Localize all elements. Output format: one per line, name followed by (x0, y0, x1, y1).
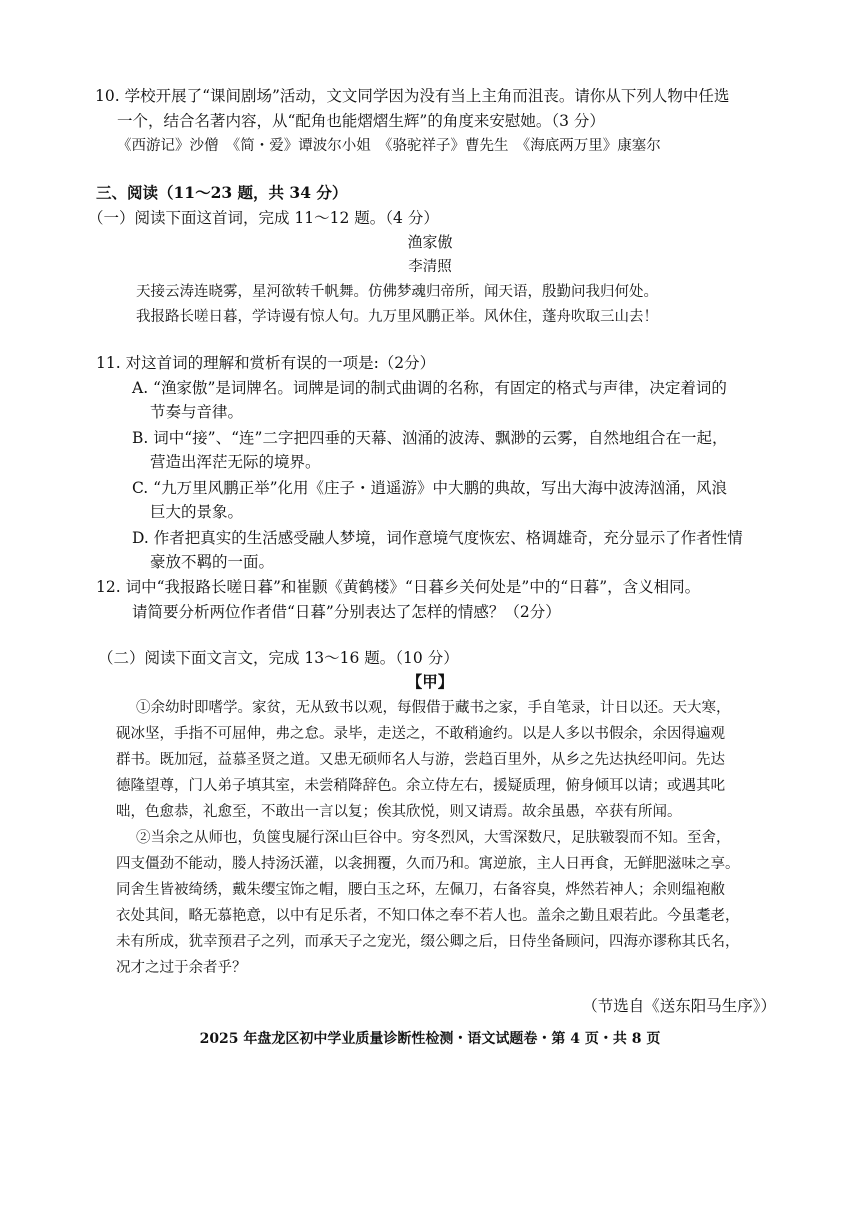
passage-p1-line-5: 咄，色愈恭，礼愈至，不敢出一言以复；俟其欣悦，则又请焉。故余虽愚，卒获有所闻。 (116, 804, 682, 820)
poem-line-1: 天接云涛连晓雾，星河欲转千帆舞。仿佛梦魂归帝所，闻天语，殷勤问我归何处。 (136, 284, 658, 300)
q12-line-1: 12. 词中“我报路长嗟日暮”和崔颢《黄鹤楼》“日暮乡关何处是”中的“日暮”，含义相同。 (96, 578, 701, 596)
q12-line-2: 请简要分析两位作者借“日暮”分别表达了怎样的情感？（2分） (132, 603, 561, 621)
poem-author: 李清照 (408, 259, 452, 275)
q10-options: 《西游记》沙僧 《简・爱》谭波尔小姐 《骆驼祥子》曹先生 《海底两万里》康塞尔 (117, 138, 661, 154)
poem-line-2: 我报路长嗟日暮，学诗谩有惊人句。九万里风鹏正举。风休住，蓬舟吹取三山去！ (136, 309, 658, 325)
passage-p2-line-1: ②当余之从师也，负箧曳屣行深山巨谷中。穷冬烈风，大雪深数尺，足肤皲裂而不知。至舍， (136, 830, 731, 846)
q11-option-b: B. 词中“接”、“连”二字把四垂的天幕、汹涌的波涛、飘渺的云雾，自然地组合在一起， (132, 429, 728, 447)
q10-line-1: 10. 学校开展了“课间剧场”活动，文文同学因为没有当上主角而沮丧。请你从下列人物中任选 (95, 87, 730, 105)
passage-p2-line-2: 四支僵劲不能动，媵人持汤沃灌，以衾拥覆，久而乃和。寓逆旅，主人日再食，无鲜肥滋味之享。 (116, 856, 740, 872)
passage-p2-line-6: 况才之过于余者乎？ (116, 960, 247, 976)
q11-option-a: A. “渔家傲”是词牌名。词牌是词的制式曲调的名称，有固定的格式与声律，决定着词的 (132, 379, 727, 397)
q11-stem: 11. 对这首词的理解和赏析有误的一项是:（2分） (96, 354, 436, 372)
passage-p1-line-4: 德隆望尊，门人弟子填其室，未尝稍降辞色。余立侍左右，援疑质理，俯身倾耳以请；或遇其叱 (116, 778, 725, 794)
passage-p1-line-1: ①余幼时即嗜学。家贫，无从致书以观，每假借于藏书之家，手自笔录，计日以还。天大寒， (136, 700, 731, 716)
q11-option-a-cont: 节奏与音律。 (150, 403, 244, 421)
passage-p2-line-5: 未有所成，犹幸预君子之列，而承天子之宠光，缀公卿之后，日侍坐备顾问，四海亦谬称其氏名， (116, 934, 740, 950)
passage-p2-line-4: 衣处其间，略无慕艳意，以中有足乐者，不知口体之奉不若人也。盖余之勤且艰若此。今虽耄老， (116, 908, 740, 924)
passage-label-jia: 【甲】 (406, 672, 454, 691)
q11-option-c-cont: 巨大的景象。 (150, 503, 244, 521)
poem-title: 渔家傲 (407, 233, 453, 251)
passage-p1-line-3: 群书。既加冠，益慕圣贤之道。又患无硕师名人与游，尝趋百里外，从乡之先达执经叩问。先达 (116, 752, 725, 768)
page-footer: 2025 年盘龙区初中学业质量诊断性检测・语文试题卷・第 4 页・共 8 页 (199, 1031, 661, 1047)
passage-source: （节选自《送东阳马生序》） (582, 997, 776, 1015)
section-3-title: 三、阅读（11～23 题，共 34 分） (96, 183, 348, 202)
passage-p1-line-2: 砚冰坚，手指不可屈伸，弗之怠。录毕，走送之，不敢稍逾约。以是人多以书假余，余因得遍观 (116, 726, 725, 742)
passage-p2-line-3: 同舍生皆被绮绣，戴朱缨宝饰之帽，腰白玉之环，左佩刀，右备容臭，烨然若神人；余则缊袍敝 (116, 882, 725, 898)
q11-option-d: D. 作者把真实的生活感受融人梦境，词作意境气度恢宏、格调雄奇，充分显示了作者性情 (132, 529, 743, 547)
part-1-heading: （一）阅读下面这首词，完成 11～12 题。（4 分） (88, 209, 439, 227)
q10-line-2: 一个，结合名著内容，从“配角也能熠熠生辉”的角度来安慰她。（3 分） (117, 112, 605, 130)
part-2-heading: （二）阅读下面文言文，完成 13～16 题。（10 分） (98, 649, 459, 667)
q11-option-c: C. “九万里风鹏正举”化用《庄子・逍遥游》中大鹏的典故，写出大海中波涛汹涌，风浪 (132, 479, 728, 497)
q11-option-d-cont: 豪放不羁的一面。 (150, 553, 275, 571)
q11-option-b-cont: 营造出浑茫无际的境界。 (150, 453, 321, 471)
